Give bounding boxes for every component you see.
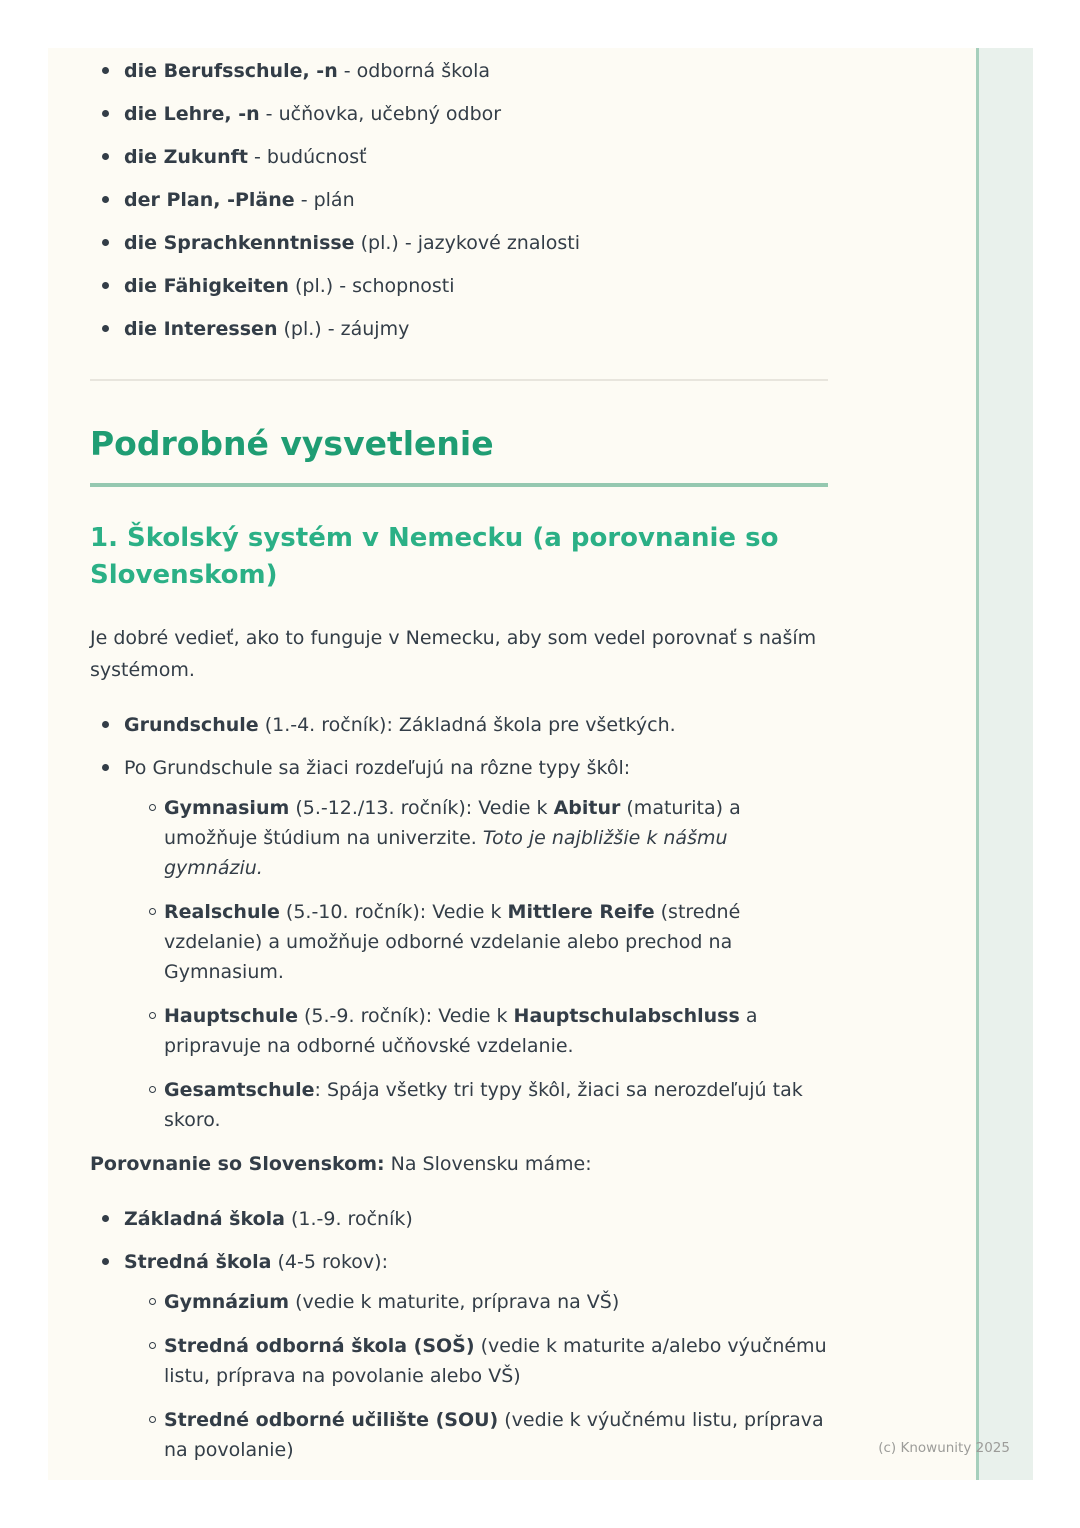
text-segment: (pl.) - schopnosti	[288, 275, 455, 297]
sub-list-item	[124, 793, 828, 883]
text-segment: (maturita) a umožňuje štúdium na univerzite.	[164, 797, 741, 849]
text-segment: (pl.) - jazykové znalosti	[354, 232, 581, 254]
text-segment: - budúcnosť	[247, 146, 367, 168]
text-segment: die Sprachkenntnisse	[124, 232, 355, 254]
list-item-text	[124, 757, 630, 779]
section-divider	[90, 379, 828, 381]
text-segment: (vedie k výučnému listu, príprava na povolanie)	[164, 1409, 824, 1461]
text-segment: Stredná odborná škola (SOŠ)	[164, 1335, 475, 1357]
text-segment: Realschule	[164, 901, 280, 923]
text-segment: (5.-12./13. ročník): Vedie k	[289, 797, 554, 819]
comparison-paragraph	[90, 1149, 828, 1179]
document-page	[48, 48, 1033, 1480]
vocab-list-item	[90, 142, 828, 172]
text-segment: Hauptschule	[164, 1005, 298, 1027]
vocab-list-item	[90, 228, 828, 258]
vocab-list	[90, 56, 828, 344]
text-segment: Gesamtschule	[164, 1079, 315, 1101]
sub-list-item	[124, 897, 828, 987]
sub-list-item	[124, 1331, 828, 1391]
right-accent-strip	[976, 48, 1033, 1480]
vocab-list-item	[90, 271, 828, 301]
document-content	[90, 56, 828, 1479]
text-segment: Mittlere Reife	[507, 901, 655, 923]
vocab-list-item	[90, 314, 828, 344]
text-segment: Po Grundschule sa žiaci rozdeľujú na rôzne typy škôl:	[124, 757, 631, 779]
text-segment: Gymnázium	[164, 1291, 290, 1313]
page-title: Podrobné vysvetlenie	[90, 421, 828, 487]
list-item	[90, 1204, 828, 1234]
text-segment: Základná škola	[124, 1208, 285, 1230]
list-item	[90, 753, 828, 1135]
text-segment: die Berufsschule, -n	[124, 60, 338, 82]
slovak-school-sublist	[124, 1287, 828, 1465]
text-segment: die Fähigkeiten	[124, 275, 289, 297]
text-segment: (1.-4. ročník): Základná škola pre všetkých.	[258, 714, 676, 736]
text-segment: (pl.) - záujmy	[277, 318, 410, 340]
section-heading: 1. Školský systém v Nemecku (a porovnanie so Slovenskom)	[90, 523, 779, 590]
text-segment: der Plan, -Pläne	[124, 189, 295, 211]
text-segment: Toto je najbližšie k nášmu gymnáziu.	[164, 827, 728, 879]
vocab-list-item	[90, 99, 828, 129]
german-school-sublist	[124, 793, 828, 1135]
text-segment: Porovnanie so Slovenskom:	[90, 1153, 385, 1175]
text-segment: : Spája všetky tri typy škôl, žiaci sa nerozdeľujú tak skoro.	[164, 1079, 803, 1131]
text-segment: Stredná škola	[124, 1251, 272, 1273]
vocab-list-item	[90, 56, 828, 86]
text-segment: (1.-9. ročník)	[284, 1208, 413, 1230]
list-item	[90, 710, 828, 740]
text-segment: - odborná škola	[337, 60, 491, 82]
text-segment: (4-5 rokov):	[271, 1251, 388, 1273]
list-item	[90, 1247, 828, 1465]
list-item-text	[124, 1251, 388, 1273]
text-segment: - plán	[294, 189, 355, 211]
text-segment: die Lehre, -n	[124, 103, 260, 125]
text-segment: die Zukunft	[124, 146, 248, 168]
vocab-list-item	[90, 185, 828, 215]
text-segment: Hauptschulabschluss	[513, 1005, 740, 1027]
text-segment: (5.-9. ročník): Vedie k	[297, 1005, 514, 1027]
intro-paragraph: Je dobré vedieť, ako to funguje v Nemecku, aby som vedel porovnať s naším systémom.	[90, 627, 817, 681]
text-segment: Na Slovensku máme:	[384, 1153, 592, 1175]
text-segment: Grundschule	[124, 714, 259, 736]
sub-list-item	[124, 1405, 828, 1465]
slovak-school-list	[90, 1204, 828, 1465]
text-segment: (vedie k maturite a/alebo výučnému listu, príprava na povolanie alebo VŠ)	[164, 1335, 827, 1387]
copyright-footer: (c) Knowunity 2025	[878, 1440, 1010, 1456]
text-segment: a pripravuje na odborné učňovské vzdelanie.	[164, 1005, 758, 1057]
german-school-list	[90, 710, 828, 1135]
sub-list-item	[124, 1075, 828, 1135]
text-segment: - učňovka, učebný odbor	[259, 103, 502, 125]
text-segment: Gymnasium	[164, 797, 290, 819]
text-segment: die Interessen	[124, 318, 278, 340]
text-segment: (stredné vzdelanie) a umožňuje odborné vzdelanie alebo prechod na Gymnasium.	[164, 901, 741, 983]
sub-list-item	[124, 1001, 828, 1061]
text-segment: (vedie k maturite, príprava na VŠ)	[289, 1291, 620, 1313]
text-segment: (5.-10. ročník): Vedie k	[279, 901, 508, 923]
text-segment: Stredné odborné učilište (SOU)	[164, 1409, 499, 1431]
text-segment: Abitur	[553, 797, 621, 819]
sub-list-item	[124, 1287, 828, 1317]
